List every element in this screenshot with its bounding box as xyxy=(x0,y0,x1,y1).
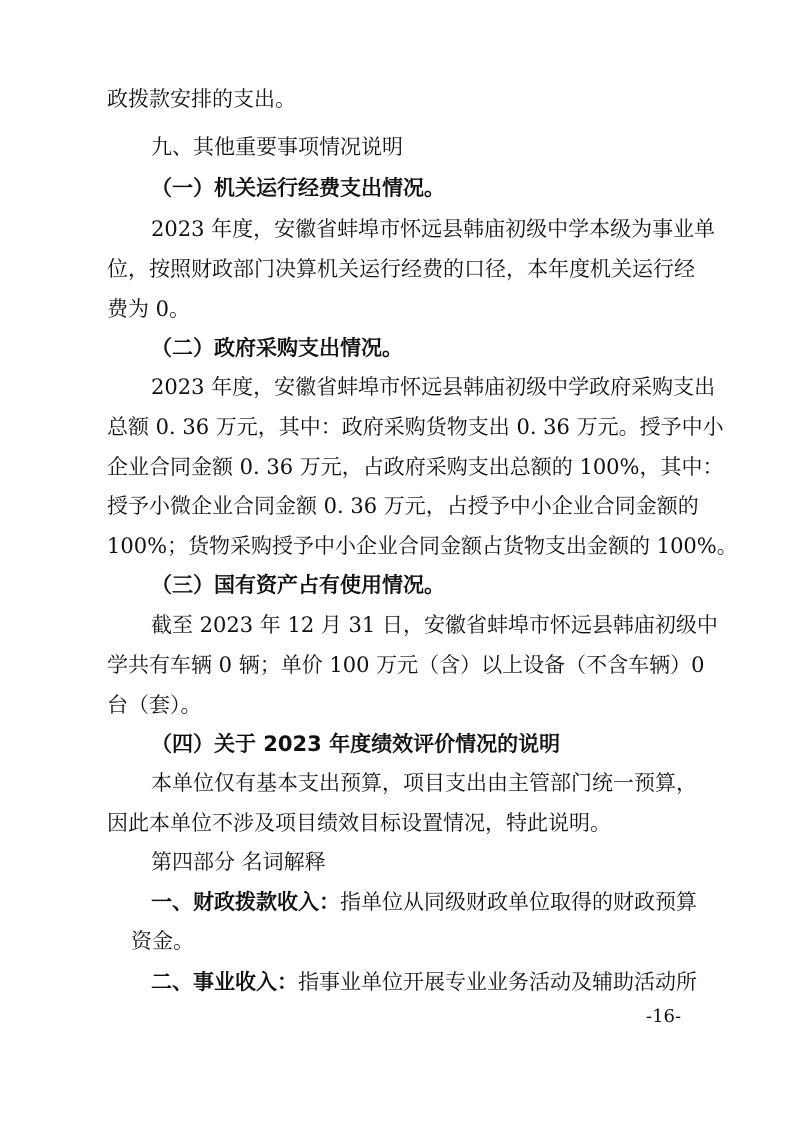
part-4-heading: 第四部分 名词解释 xyxy=(151,850,326,874)
subsection-1-heading: （一）机关运行经费支出情况。 xyxy=(151,176,445,200)
paragraph-line: 资金。 xyxy=(131,929,194,953)
paragraph-line: 2023 年度，安徽省蚌埠市怀远县韩庙初级中学本级为事业单 xyxy=(151,217,716,241)
paragraph-line: 总额 0. 36 万元，其中：政府采购货物支出 0. 36 万元。授予中小 xyxy=(107,415,724,439)
term-definition: 指事业单位开展专业业务活动及辅助活动所 xyxy=(298,970,697,994)
term-definition: 指单位从同级财政单位取得的财政预算 xyxy=(340,890,697,914)
term-label: 一、财政拨款收入： xyxy=(151,890,340,914)
continued-paragraph-line: 政拨款安排的支出。 xyxy=(107,87,296,111)
paragraph-line: 企业合同金额 0. 36 万元，占政府采购支出总额的 100%，其中： xyxy=(107,455,724,479)
page-number: -16- xyxy=(646,1006,682,1027)
paragraph-line: 截至 2023 年 12 月 31 日，安徽省蚌埠市怀远县韩庙初级中 xyxy=(151,613,718,637)
term-label: 二、事业收入： xyxy=(151,970,298,994)
paragraph-line: 学共有车辆 0 辆；单价 100 万元（含）以上设备（不含车辆）0 xyxy=(107,653,705,677)
paragraph-line: 位，按照财政部门决算机关运行经费的口径，本年度机关运行经 xyxy=(107,257,695,281)
paragraph-line: 授予小微企业合同金额 0. 36 万元，占授予中小企业合同金额的 xyxy=(107,494,699,518)
paragraph-line: 本单位仅有基本支出预算，项目支出由主管部门统一预算， xyxy=(151,771,697,795)
paragraph-line: 100%；货物采购授予中小企业合同金额占货物支出金额的 100%。 xyxy=(107,534,738,558)
term-1-line xyxy=(151,887,697,917)
section-9-heading: 九、其他重要事项情况说明 xyxy=(151,135,403,159)
term-2-line xyxy=(151,967,697,997)
subsection-3-heading: （三）国有资产占有使用情况。 xyxy=(151,573,445,597)
subsection-2-heading: （二）政府采购支出情况。 xyxy=(151,336,403,360)
paragraph-line: 因此本单位不涉及项目绩效目标设置情况，特此说明。 xyxy=(107,811,611,835)
paragraph-line: 2023 年度，安徽省蚌埠市怀远县韩庙初级中学政府采购支出 xyxy=(151,375,716,399)
paragraph-line: 台（套）。 xyxy=(107,693,202,717)
subsection-4-heading: （四）关于 2023 年度绩效评价情况的说明 xyxy=(151,732,561,756)
paragraph-line: 费为 0。 xyxy=(107,297,191,321)
